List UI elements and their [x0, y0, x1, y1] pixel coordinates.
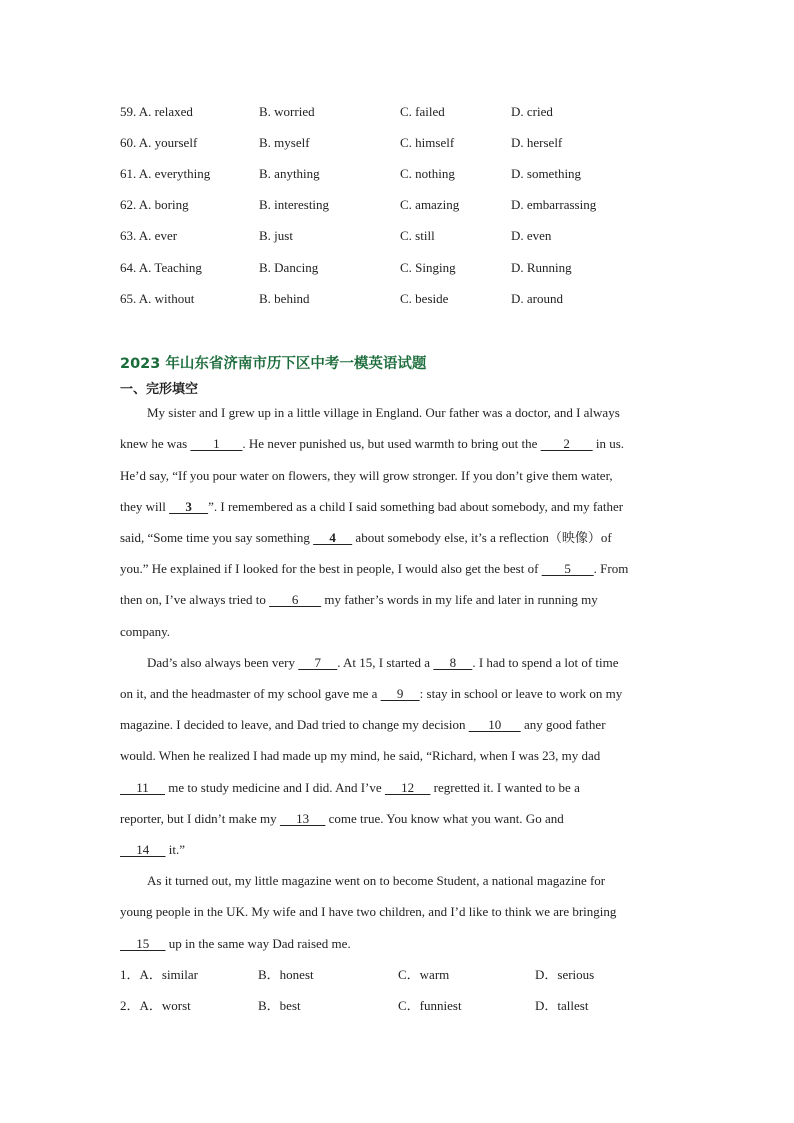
passage-text: company. [120, 624, 171, 639]
option-c: C. amazing [400, 197, 460, 212]
blank-3: 3 [169, 499, 209, 514]
option-b: B. interesting [259, 197, 330, 212]
option-d: D. even [511, 228, 552, 243]
passage-text: young people in the UK. My wife and I have two children, and I’d like to think we are bringing [120, 904, 617, 919]
passage-text: knew he was [120, 436, 191, 451]
option-row-64 [120, 258, 680, 278]
blank-13: 13 [279, 811, 326, 826]
option-a: 1．A．similar [120, 967, 198, 982]
passage-text: regretted it. I wanted to be a [430, 780, 580, 795]
blank-12: 12 [384, 780, 431, 795]
option-b: B. anything [259, 166, 320, 181]
passage-text: me to study medicine and I did. And I’ve [165, 780, 385, 795]
option-c: C. himself [400, 135, 455, 150]
passage-line [120, 622, 170, 642]
passage-text: My sister and I grew up in a little village in England. Our father was a doctor, and I always [147, 405, 620, 420]
passage-line [120, 809, 564, 829]
answer-row-1 [120, 965, 680, 985]
passage-line [120, 684, 622, 704]
passage-line [120, 559, 628, 579]
blank-8: 8 [433, 655, 473, 670]
passage-text: come true. You know what you want. Go and [325, 811, 564, 826]
passage-line [120, 466, 613, 486]
blank-2: 2 [540, 436, 593, 451]
option-a: 59. A. relaxed [120, 104, 193, 119]
passage-text: : stay in school or leave to work on my [419, 686, 623, 701]
option-c: C. nothing [400, 166, 455, 181]
option-row-65 [120, 289, 680, 309]
option-b: B. Dancing [259, 260, 319, 275]
option-b: B. worried [259, 104, 315, 119]
passage-text: said, “Some time you say something [120, 530, 314, 545]
passage-line [147, 871, 605, 891]
passage-line [120, 528, 612, 548]
option-a: 62. A. boring [120, 197, 189, 212]
passage-text: my father’s words in my life and later in running my [321, 592, 598, 607]
passage-text: reporter, but I didn’t make my [120, 811, 280, 826]
passage-line [147, 403, 620, 423]
passage-text: . At 15, I started a [337, 655, 434, 670]
option-b: B．honest [258, 967, 314, 982]
blank-1: 1 [190, 436, 243, 451]
blank-9: 9 [380, 686, 420, 701]
option-c: C. failed [400, 104, 445, 119]
passage-line [120, 590, 598, 610]
option-c: C．funniest [398, 998, 462, 1013]
option-b: B. myself [259, 135, 310, 150]
passage-text: about somebody else, it’s a reflection（映像）of [352, 530, 612, 545]
option-d: D. embarrassing [511, 197, 597, 212]
option-row-63 [120, 226, 680, 246]
passage-line [120, 497, 623, 517]
option-a: 60. A. yourself [120, 135, 198, 150]
option-c: C. still [400, 228, 435, 243]
passage-text: Dad’s also always been very [147, 655, 299, 670]
passage-line [120, 840, 185, 860]
passage-text: you.” He explained if I looked for the best in people, I would also get the best of [120, 561, 542, 576]
passage-text: they will [120, 499, 170, 514]
passage-text: then on, I’ve always tried to [120, 592, 270, 607]
option-d: D．serious [535, 967, 595, 982]
blank-14: 14 [120, 842, 166, 857]
passage-text: in us. [592, 436, 625, 451]
option-row-61 [120, 164, 680, 184]
option-b: B. just [259, 228, 293, 243]
passage-line [147, 653, 619, 673]
option-d: D．tallest [535, 998, 589, 1013]
option-c: C. beside [400, 291, 449, 306]
passage-text: ”. I remembered as a child I said something bad about somebody, and my father [208, 499, 624, 514]
passage-text: up in the same way Dad raised me. [165, 936, 351, 951]
option-row-59 [120, 102, 680, 122]
blank-5: 5 [541, 561, 594, 576]
option-d: D. something [511, 166, 582, 181]
option-d: D. around [511, 291, 563, 306]
option-c: C．warm [398, 967, 450, 982]
option-a: 61. A. everything [120, 166, 211, 181]
passage-text: He’d say, “If you pour water on flowers, they will grow stronger. If you don’t give them water, [120, 468, 613, 483]
option-d: D. herself [511, 135, 563, 150]
passage-line [120, 934, 351, 954]
option-b: B．best [258, 998, 301, 1013]
passage-text: . From [593, 561, 629, 576]
passage-text: . I had to spend a lot of time [472, 655, 619, 670]
passage-text: on it, and the headmaster of my school gave me a [120, 686, 381, 701]
passage-line [120, 778, 580, 798]
blank-7: 7 [298, 655, 338, 670]
option-d: D. cried [511, 104, 553, 119]
passage-line [120, 434, 624, 454]
passage-text: would. When he realized I had made up my mind, he said, “Richard, when I was 23, my dad [120, 748, 601, 763]
passage-text: . He never punished us, but used warmth to bring out the [242, 436, 541, 451]
blank-15: 15 [120, 936, 166, 951]
option-row-62 [120, 195, 680, 215]
passage-text: it.” [165, 842, 185, 857]
blank-6: 6 [269, 592, 322, 607]
section-heading: 一、完形填空 [120, 382, 199, 397]
option-a: 65. A. without [120, 291, 195, 306]
option-b: B. behind [259, 291, 310, 306]
option-a: 64. A. Teaching [120, 260, 202, 275]
blank-11: 11 [120, 780, 166, 795]
passage-text: As it turned out, my little magazine went on to become Student, a national magazine for [147, 873, 606, 888]
option-a: 63. A. ever [120, 228, 178, 243]
passage-text: any good father [520, 717, 606, 732]
exam-title: 2023 年山东省济南市历下区中考一模英语试题 [120, 356, 427, 372]
blank-4: 4 [313, 530, 353, 545]
passage-line [120, 902, 616, 922]
option-row-60 [120, 133, 680, 153]
answer-row-2 [120, 996, 680, 1016]
blank-10: 10 [468, 717, 521, 732]
option-d: D. Running [511, 260, 572, 275]
passage-line [120, 746, 600, 766]
passage-line [120, 715, 606, 735]
option-c: C. Singing [400, 260, 456, 275]
passage-text: magazine. I decided to leave, and Dad tried to change my decision [120, 717, 469, 732]
option-a: 2．A．worst [120, 998, 191, 1013]
